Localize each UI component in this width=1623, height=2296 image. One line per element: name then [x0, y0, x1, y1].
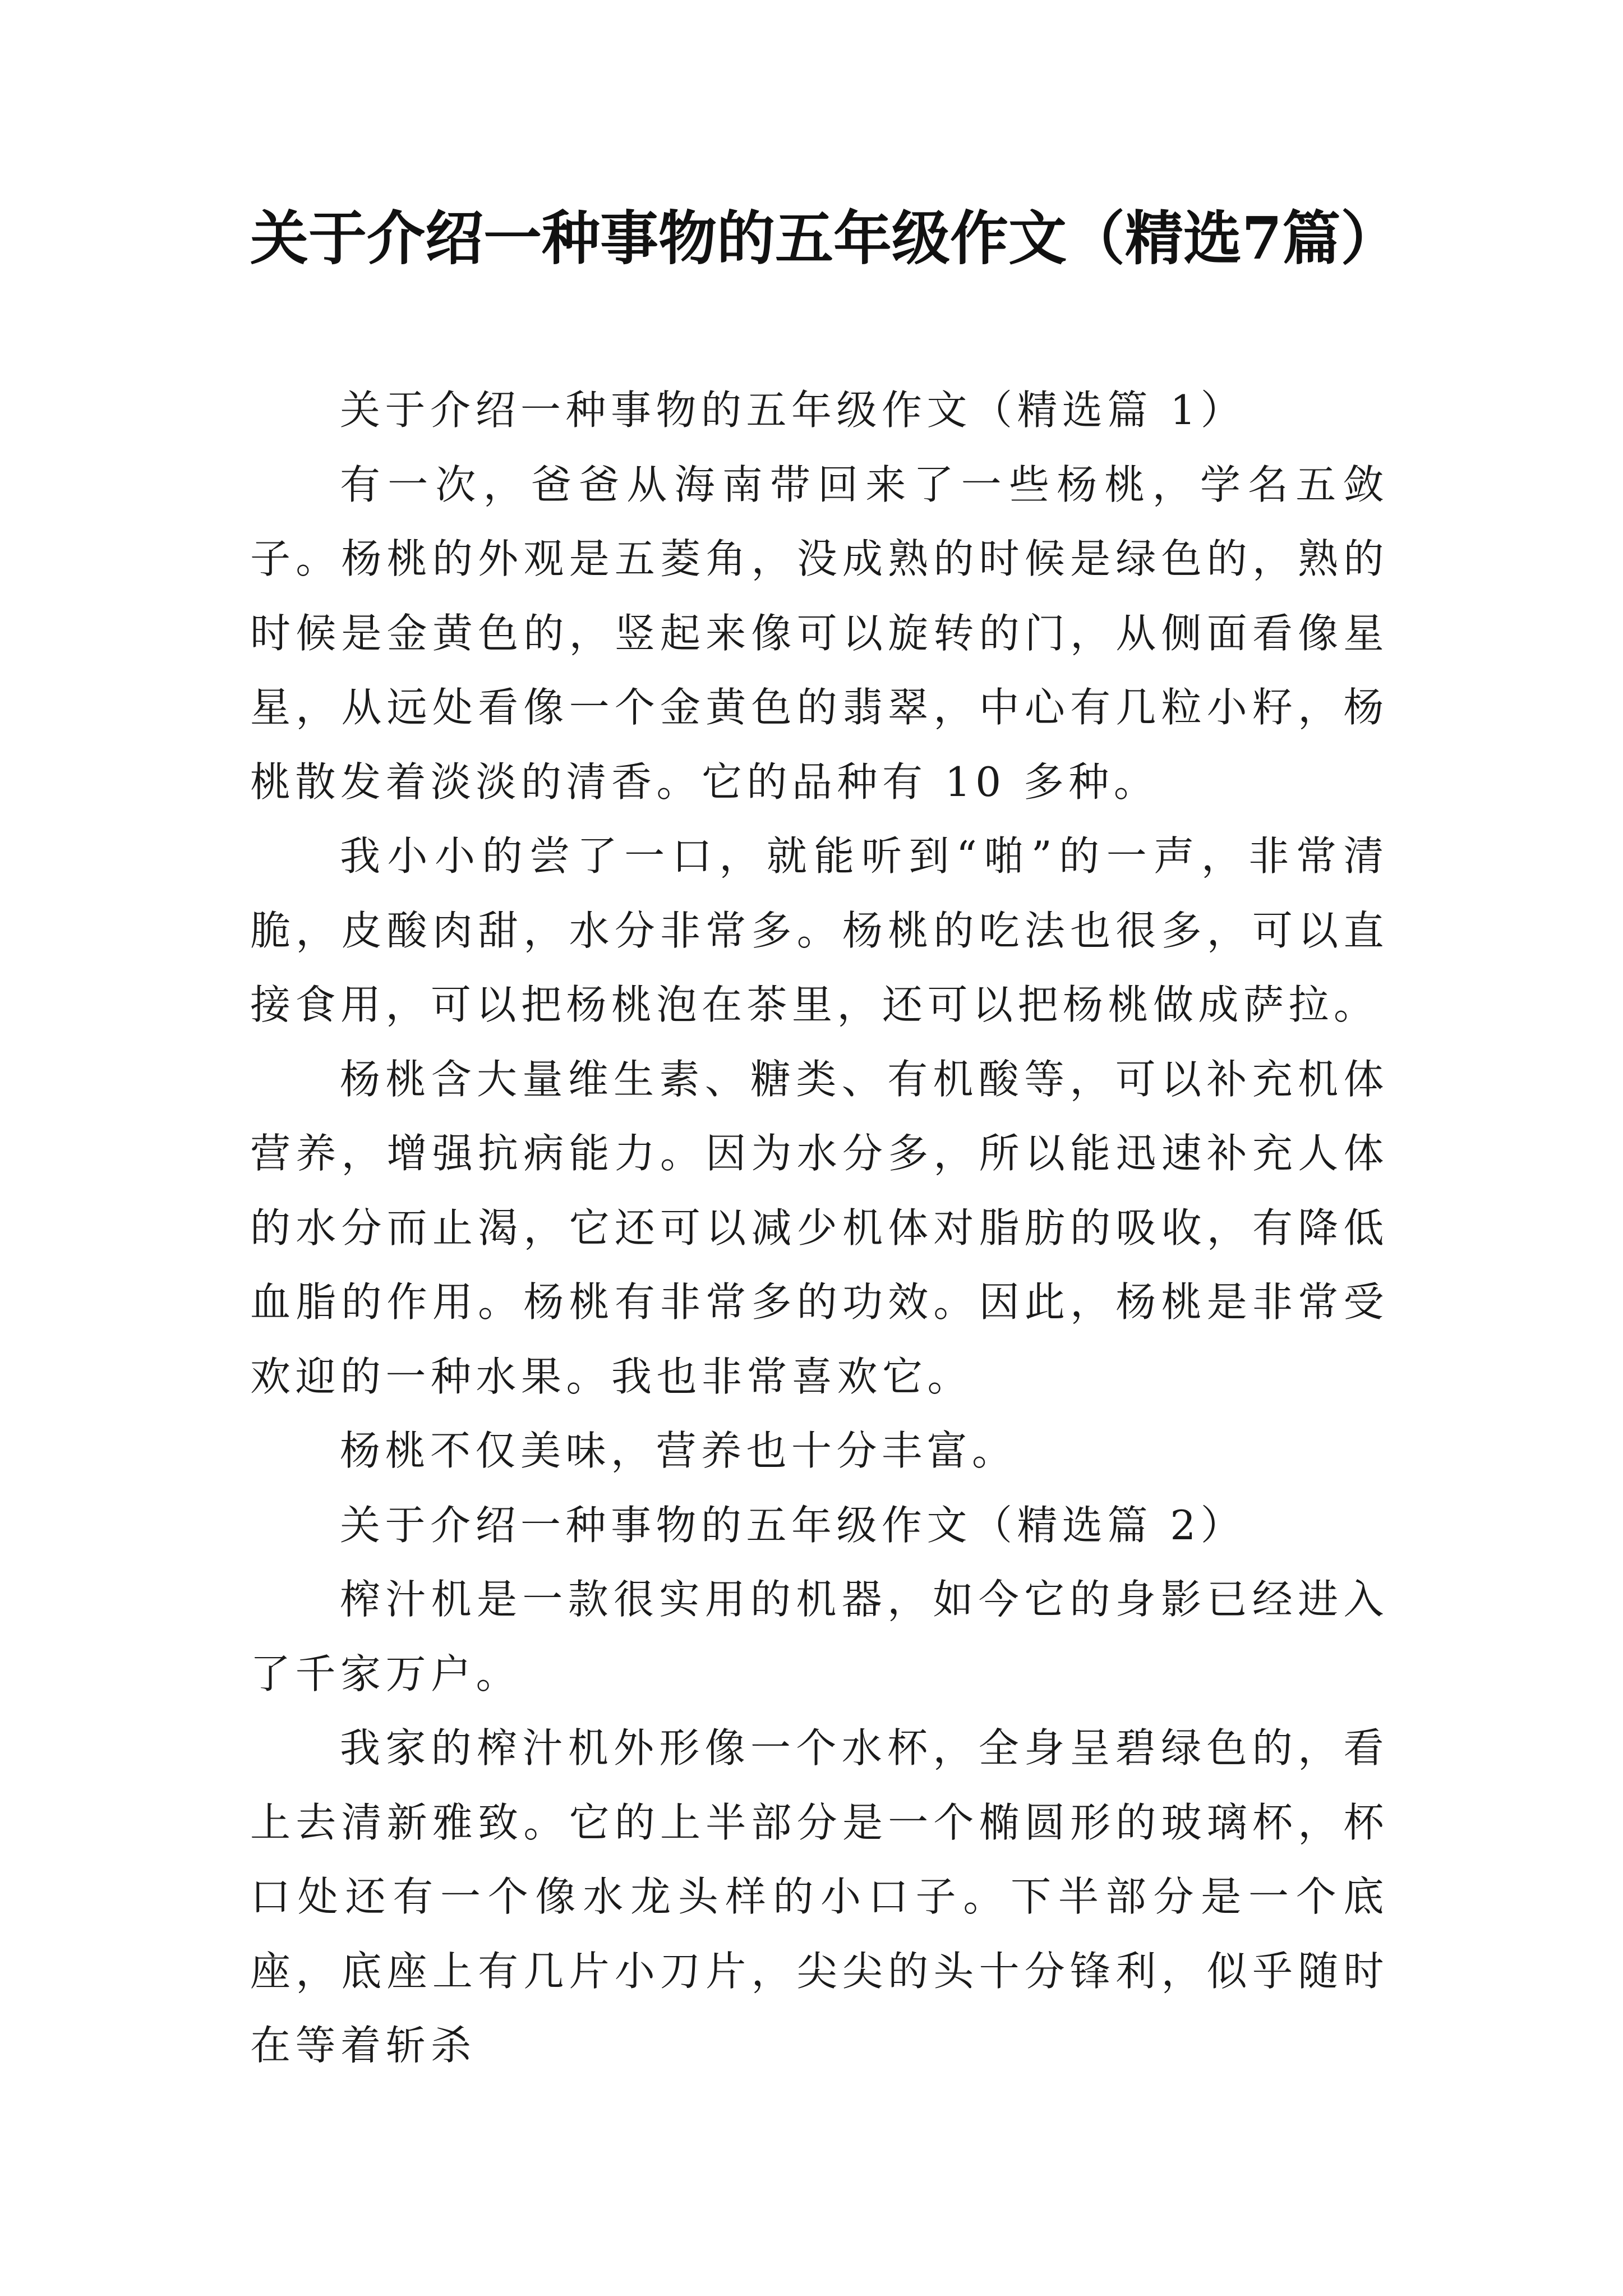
paragraph: 榨汁机是一款很实用的机器，如今它的身影已经进入了千家万户。	[250, 1576, 1389, 1697]
section-heading: 关于介绍一种事物的五年级作文（精选篇 2）	[340, 1501, 1246, 1549]
document-title: 关于介绍一种事物的五年级作文（精选7篇）	[250, 204, 1399, 273]
section	[250, 1488, 1389, 2083]
paragraph: 杨桃含大量维生素、糖类、有机酸等，可以补充机体营养，增强抗病能力。因为水分多，所以能迅速补充人体的水分而止渴，它还可以减少机体对脂肪的吸收，有降低血脂的作用。杨桃有非常多的功效。因此，杨桃是非常受欢迎的一种水果。我也非常喜欢它。	[250, 1055, 1389, 1400]
paragraph: 有一次，爸爸从海南带回来了一些杨桃，学名五敛子。杨桃的外观是五菱角，没成熟的时候是绿色的，熟的时候是金黄色的，竖起来像可以旋转的门，从侧面看像星星，从远处看像一个金黄色的翡翠，中心有几粒小籽，杨桃散发着淡淡的清香。它的品种有 10 多种。	[250, 461, 1389, 806]
paragraph: 我家的榨汁机外形像一个水杯，全身呈碧绿色的，看上去清新雅致。它的上半部分是一个椭圆形的玻璃杯，杯口处还有一个像水龙头样的小口子。下半部分是一个底座，底座上有几片小刀片，尖尖的头十分锋利，似乎随时在等着斩杀	[250, 1724, 1389, 2069]
section	[250, 373, 1389, 1488]
section-heading: 关于介绍一种事物的五年级作文（精选篇 1）	[340, 386, 1246, 434]
paragraph: 我小小的尝了一口，就能听到“啪”的一声，非常清脆，皮酸肉甜，水分非常多。杨桃的吃法也很多，可以直接食用，可以把杨桃泡在茶里，还可以把杨桃做成萨拉。	[250, 832, 1389, 1028]
document-body	[250, 373, 1389, 2083]
paragraph: 杨桃不仅美味，营养也十分丰富。	[340, 1427, 1017, 1474]
